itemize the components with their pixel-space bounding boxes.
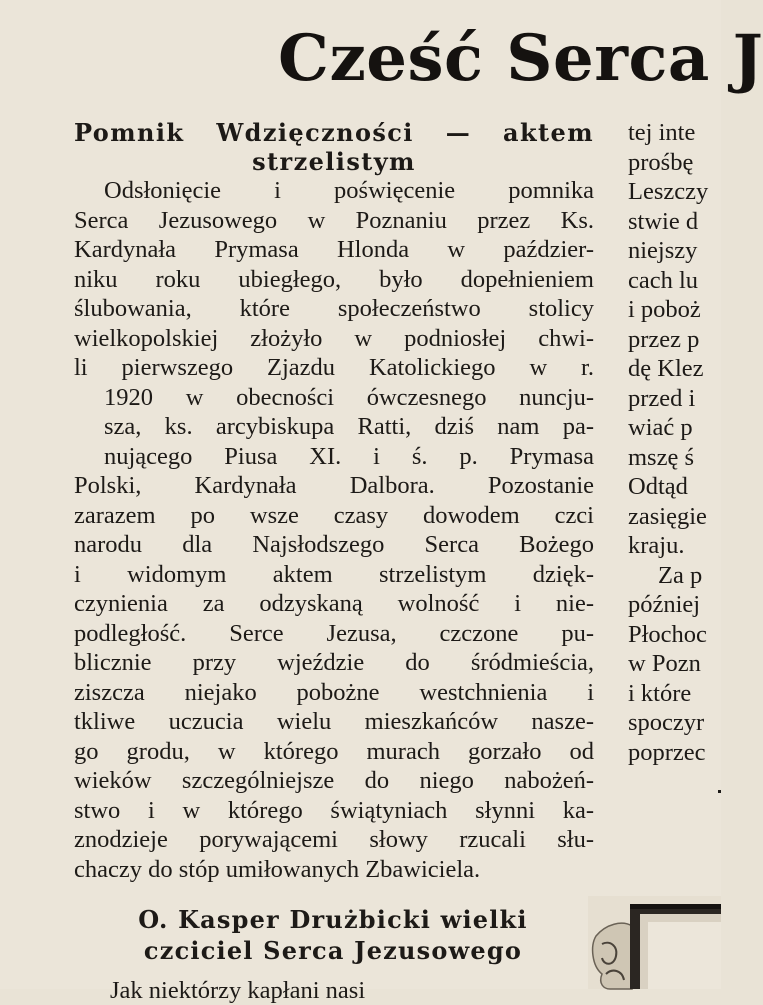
text-line: czynienia za odzyskaną wolność i nie-	[74, 590, 594, 617]
text-line: dę Klez	[628, 355, 704, 382]
text-line: Serca Jezusowego w Poznaniu przez Ks.	[74, 206, 594, 234]
text-line: poprzec	[628, 738, 706, 766]
text-line: Polski, Kardynała Dalbora. Pozostanie	[74, 472, 594, 499]
text-line: ślubowania, które społeczeństwo stolicy	[74, 295, 594, 322]
text-line: i poboż	[628, 296, 701, 323]
text-line: tkliwe uczucia wielu mieszkańców nasze-	[74, 708, 594, 735]
text-line: niku roku ubiegłego, było dopełnieniem	[74, 265, 594, 293]
heading-line: strzelistym	[252, 147, 416, 176]
text-line: tej inte	[628, 119, 696, 146]
text-line: Odsłonięcie i poświęcenie pomnika	[104, 177, 594, 204]
text-line: podległość. Serce Jezusa, czczone pu-	[74, 619, 594, 647]
text-line: cach lu	[628, 266, 699, 294]
text-line: zasięgie	[628, 502, 707, 530]
text-line: li pierwszego Zjazdu Katolickiego w r.	[74, 354, 594, 381]
masthead-title: Cześć Serca J	[278, 21, 763, 96]
article-pomnik	[74, 118, 594, 884]
right-column-text	[628, 118, 721, 767]
text-line: i widomym aktem strzelistym dzięk-	[74, 560, 594, 588]
article-heading	[74, 118, 594, 176]
text-line: znodzieje porywającemi słowy rzucali słu-	[74, 826, 594, 853]
article-druzbicki	[98, 904, 568, 966]
heading-line: Pomnik Wdzięczności — aktem	[74, 118, 594, 147]
text-line: sza, ks. arcybiskupa Ratti, dziś nam pa-	[104, 413, 594, 440]
text-line: później	[628, 591, 701, 618]
heading-line: czciciel Serca Jezusowego	[143, 936, 523, 965]
text-line: mszę ś	[628, 443, 694, 471]
text-line: go grodu, w którego murach gorzało od	[74, 737, 594, 765]
text-line-cut: Jak niektórzy kapłani nasi	[110, 977, 366, 1004]
text-line: Za p	[658, 561, 703, 589]
text-line: niejszy	[628, 237, 698, 264]
text-line: ziszcza niejako pobożne westchnienia i	[74, 678, 594, 706]
text-line: w Pozn	[628, 650, 701, 677]
ornamental-frame-image	[588, 896, 721, 989]
text-line: wiać p	[628, 414, 693, 441]
article-body	[74, 176, 594, 884]
text-line: chaczy do stóp umiłowanych Zbawiciela.	[74, 855, 481, 883]
text-line: przez p	[628, 325, 700, 353]
heading-line: O. Kasper Drużbicki wielki	[138, 905, 528, 934]
text-line: blicznie przy wjeździe do śródmieścia,	[74, 649, 594, 676]
text-line: kraju.	[628, 532, 685, 559]
text-line: stwie d	[628, 207, 699, 235]
text-line: wielkopolskiej złożyło w podniosłej chwi-	[74, 324, 594, 352]
text-line: prośbę	[628, 148, 694, 176]
text-line: Leszczy	[628, 178, 709, 205]
text-line: przed i	[628, 384, 696, 412]
text-line: zarazem po wsze czasy dowodem czci	[74, 501, 594, 529]
text-line: narodu dla Najsłodszego Serca Bożego	[74, 531, 594, 558]
text-line: Odtąd	[628, 473, 688, 500]
text-line: i które	[628, 679, 692, 707]
article-heading	[98, 904, 568, 966]
text-line: stwo i w którego świątyniach słynni ka-	[74, 796, 594, 824]
text-line: spoczyr	[628, 709, 705, 736]
text-line: wieków szczególniejsze do niego nabożeń-	[74, 767, 594, 794]
text-line: 1920 w obecności ówczesnego nuncju-	[104, 383, 594, 411]
text-line: Płochoc	[628, 620, 707, 648]
stray-dot	[718, 790, 721, 793]
text-line: nującego Piusa XI. i ś. p. Prymasa	[104, 442, 594, 470]
text-line: Kardynała Prymasa Hlonda w paździer-	[74, 236, 594, 263]
